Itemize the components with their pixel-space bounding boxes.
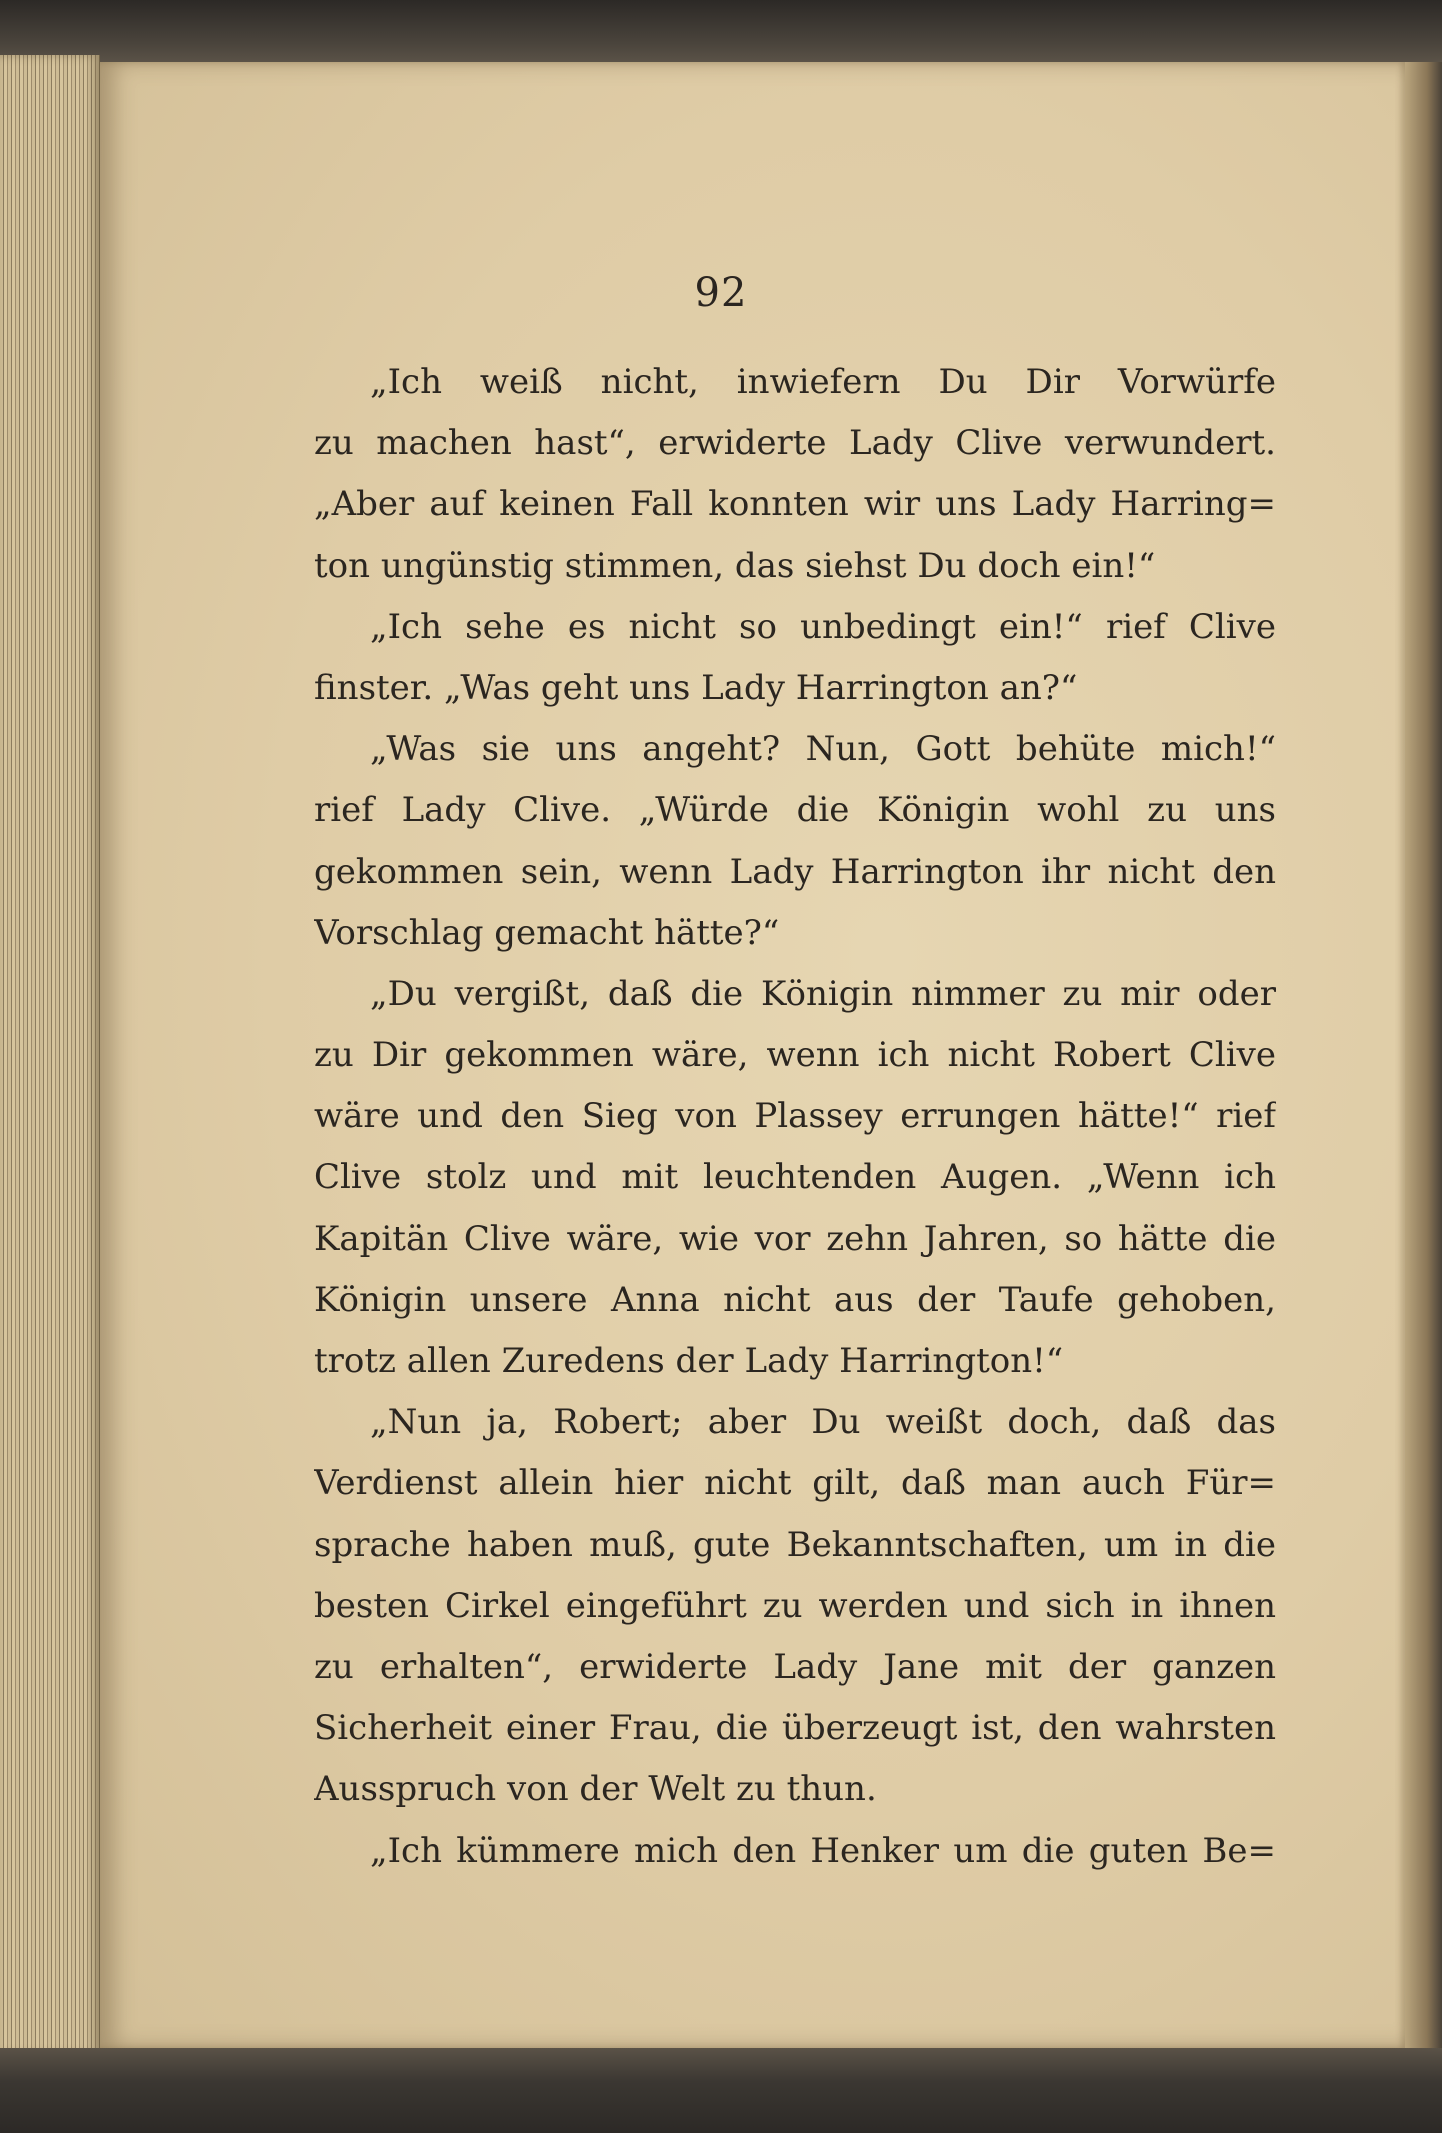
text-line: Königin unsere Anna nicht aus der Taufe gehoben,: [314, 1279, 1276, 1320]
text-line: „Nun ja, Robert; aber Du weißt doch, daß das: [370, 1402, 1276, 1443]
body-text: [314, 352, 1276, 1882]
text-line: trotz allen Zuredens der Lady Harrington!“: [314, 1341, 1064, 1381]
text-line: ton ungünstig stimmen, das siehst Du doch ein!“: [314, 545, 1156, 586]
text-line: Ausspruch von der Welt zu thun.: [314, 1769, 877, 1810]
text-line: zu erhalten“, erwiderte Lady Jane mit der ganzen: [314, 1646, 1276, 1687]
book-right-edge: [1405, 62, 1442, 2048]
text-line: „Ich sehe es nicht so unbedingt ein!“ rief Clive: [370, 606, 1276, 647]
page-stack-edge: [0, 55, 100, 2055]
text-line: besten Cirkel eingeführt zu werden und sich in ihnen: [314, 1585, 1276, 1626]
text-line: „Was sie uns angeht? Nun, Gott behüte mich!“: [370, 729, 1276, 770]
text-line: rief Lady Clive. „Würde die Königin wohl zu uns: [314, 790, 1276, 831]
text-line: „Du vergißt, daß die Königin nimmer zu mir oder: [370, 973, 1276, 1014]
text-line: wäre und den Sieg von Plassey errungen hätte!“ rief: [314, 1096, 1276, 1137]
text-line: „Ich kümmere mich den Henker um die guten Be=: [370, 1830, 1276, 1871]
text-line: Vorschlag gemacht hätte?“: [314, 912, 780, 953]
text-line: gekommen sein, wenn Lady Harrington ihr nicht den: [314, 851, 1276, 892]
page-number: 92: [694, 270, 748, 316]
text-line: „Ich weiß nicht, inwiefern Du Dir Vorwürfe: [370, 362, 1276, 402]
text-line: Sicherheit einer Frau, die überzeugt ist, den wahrsten: [314, 1708, 1276, 1749]
book-top-edge: [0, 0, 1442, 62]
text-line: Verdienst allein hier nicht gilt, daß man auch Für=: [314, 1463, 1276, 1504]
text-line: zu machen hast“, erwiderte Lady Clive verwundert.: [314, 423, 1276, 464]
book-bottom-edge: [0, 2048, 1442, 2133]
text-line: Clive stolz und mit leuchtenden Augen. „Wenn ich: [314, 1157, 1276, 1198]
text-line: zu Dir gekommen wäre, wenn ich nicht Robert Clive: [314, 1035, 1276, 1076]
text-line: Kapitän Clive wäre, wie vor zehn Jahren, so hätte die: [314, 1218, 1276, 1259]
text-line: finster. „Was geht uns Lady Harrington an?“: [314, 667, 1078, 708]
text-line: „Aber auf keinen Fall konnten wir uns Lady Harring=: [314, 484, 1276, 525]
text-line: sprache haben muß, gute Bekanntschaften, um in die: [314, 1524, 1276, 1565]
